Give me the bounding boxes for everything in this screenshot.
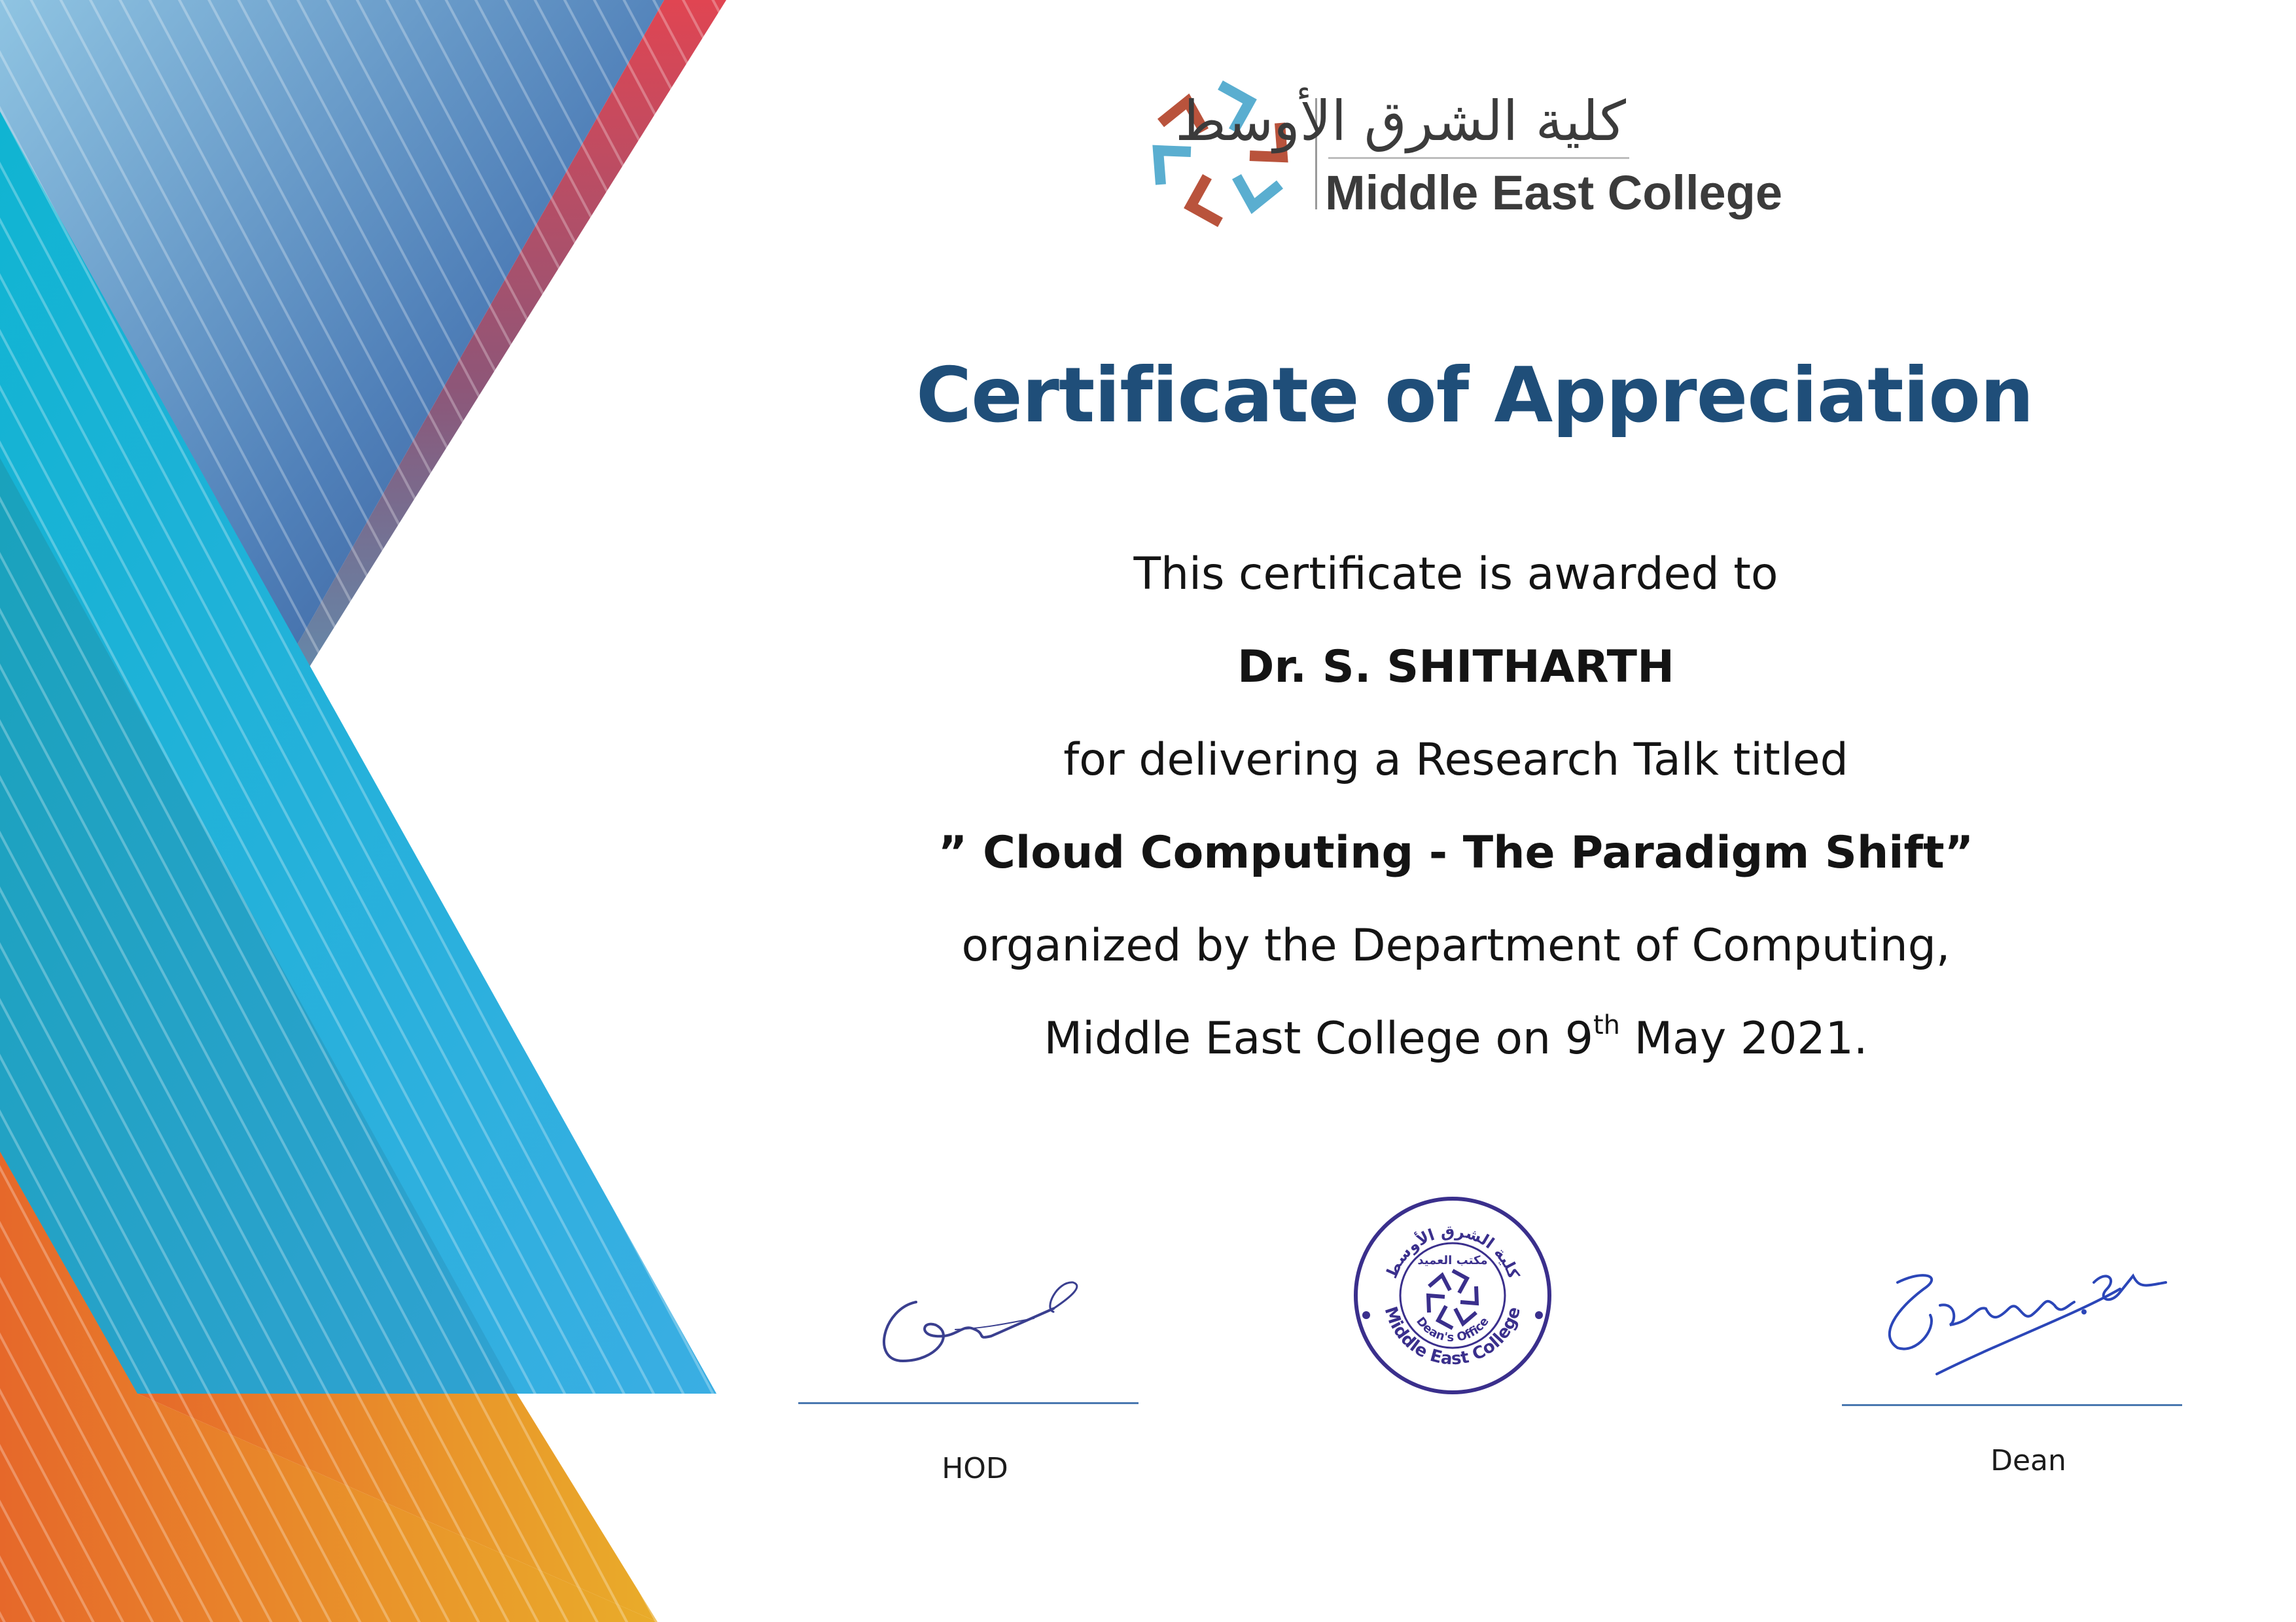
hod-signature-line <box>798 1402 1139 1404</box>
dean-signature-line <box>1842 1404 2182 1406</box>
organizer-line: organized by the Department of Computing, <box>961 920 1951 972</box>
college-logo <box>1139 72 1806 242</box>
date-ordinal: th <box>1593 1010 1621 1040</box>
talk-title: ” Cloud Computing - The Paradigm Shift” <box>938 827 1974 879</box>
seal-arabic-office: مكتب العميد <box>1417 1254 1488 1267</box>
decor-stripes-overlay <box>0 0 726 1622</box>
dean-signature <box>1858 1243 2199 1394</box>
hod-signature <box>857 1263 1093 1387</box>
hod-label: HOD <box>942 1452 1008 1485</box>
seal-college-text: Middle East College <box>1380 1304 1525 1369</box>
recipient-name: Dr. S. SHITHARTH <box>1237 641 1674 693</box>
logo-english-name: Middle East College <box>1325 166 1783 220</box>
certificate-title: Certificate of Appreciation <box>916 351 2034 440</box>
logo-arabic-name: كلية الشرق الأوسط <box>1175 89 1626 153</box>
decorative-background-shapes <box>0 0 726 1622</box>
date-prefix: Middle East College on 9 <box>1044 1013 1593 1065</box>
awarded-line: This certificate is awarded to <box>1133 548 1778 600</box>
dean-label: Dean <box>1990 1444 2066 1477</box>
logo-rule <box>1328 157 1629 159</box>
seal-arabic-name: كلية الشرق الأوسط <box>1382 1222 1523 1281</box>
purpose-line: for delivering a Research Talk titled <box>1063 734 1848 786</box>
deans-office-seal <box>1348 1191 1557 1400</box>
date-line <box>916 1006 1996 1072</box>
date-suffix: May 2021. <box>1620 1013 1868 1065</box>
seal-emblem-icon <box>1428 1271 1477 1328</box>
seal-office-text: Dean's Office <box>1413 1314 1492 1345</box>
